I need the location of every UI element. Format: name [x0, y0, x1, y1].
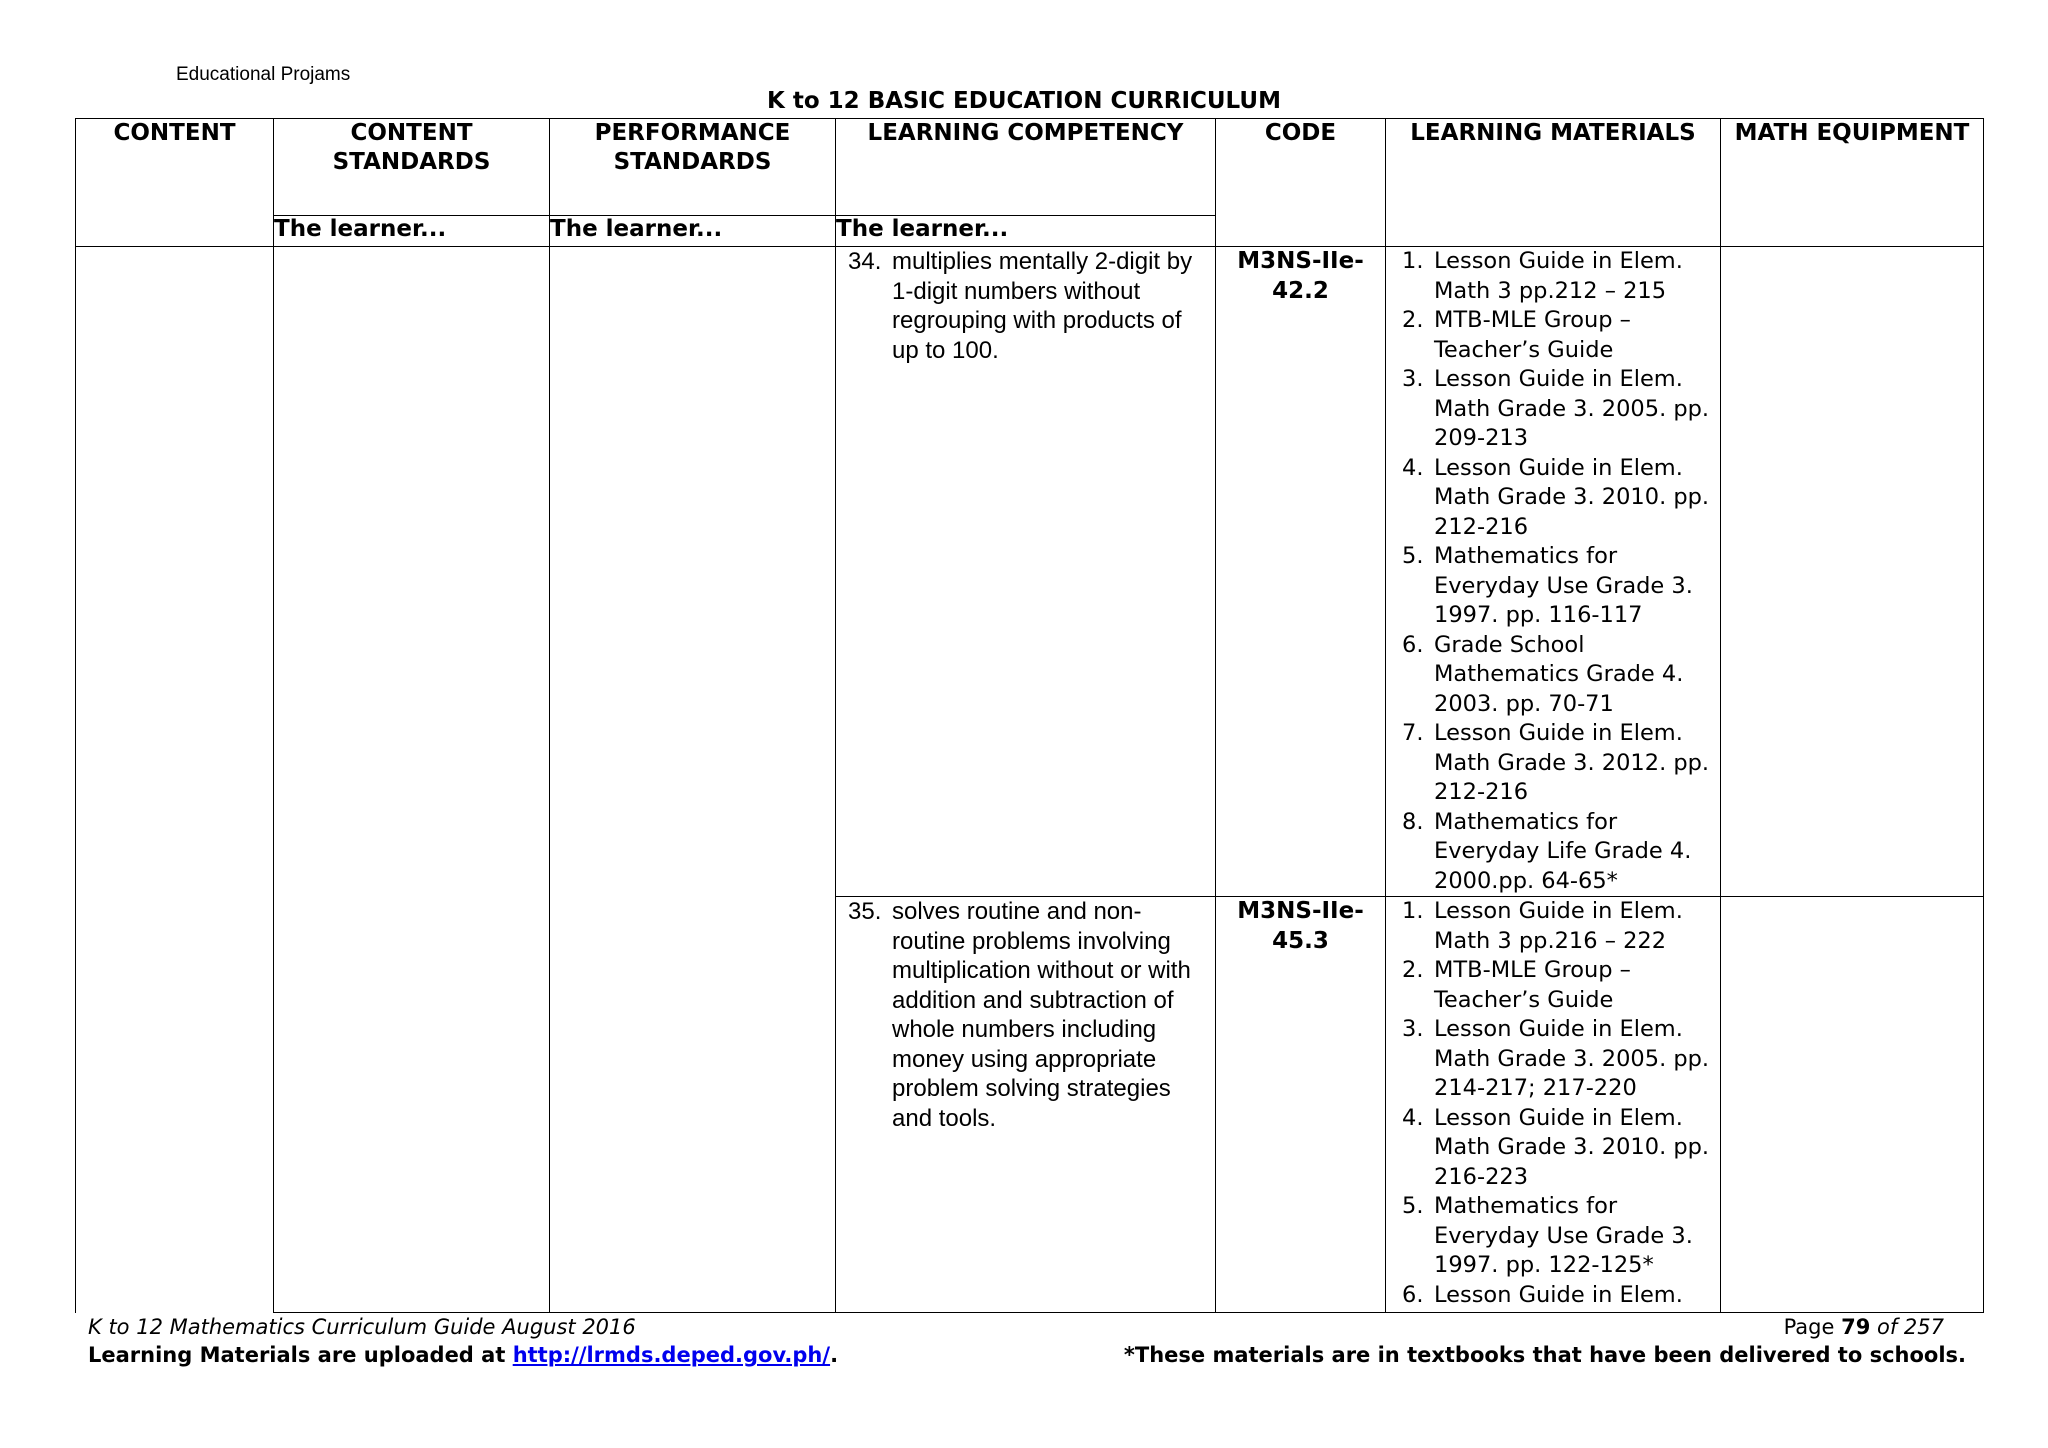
- item-text: Lesson Guide in Elem. Math Grade 3. 2010. pp. 216-223: [1434, 1104, 1710, 1190]
- materials-list: [1386, 897, 1720, 1310]
- list-item: [1386, 956, 1720, 1015]
- organization-label: Educational Projams: [176, 64, 351, 85]
- item-text: Mathematics for Everyday Life Grade 4. 2000.pp. 64-65*: [1434, 808, 1692, 894]
- header-code: CODE: [1216, 119, 1386, 247]
- code-line-1: M3NS-IIe-: [1237, 898, 1364, 924]
- list-item: [1386, 247, 1720, 306]
- code-line-2: 42.2: [1272, 277, 1329, 304]
- item-text: Lesson Guide in Elem. Math Grade 3. 2010. pp. 212-216: [1434, 454, 1710, 540]
- footer-right: [1124, 1313, 1966, 1369]
- item-number: 4.: [1402, 1104, 1424, 1131]
- competency-cell: [836, 247, 1216, 897]
- code-cell: [1216, 897, 1386, 1313]
- subheader-learning-competency: The learner...: [836, 216, 1216, 247]
- page-label: Page: [1783, 1315, 1842, 1339]
- item-number: 2.: [1402, 307, 1424, 333]
- code-line-1: M3NS-IIe-: [1237, 248, 1364, 274]
- list-item: [1386, 897, 1720, 956]
- list-item: [1386, 1015, 1720, 1104]
- item-number: 6.: [1402, 631, 1424, 658]
- list-item: [1386, 1192, 1720, 1281]
- header-content-standards-label: CONTENT STANDARDS: [332, 120, 491, 175]
- textbook-note: *These materials are in textbooks that have been delivered to schools.: [1123, 1343, 1966, 1367]
- item-text: MTB-MLE Group – Teacher’s Guide: [1434, 957, 1631, 1013]
- competency-text: solves routine and non-routine problems involving multiplication without or with addition and subtraction of whole numbers including money using appropriate problem solving strategies and tools.: [892, 898, 1191, 1132]
- footer-left: [88, 1313, 838, 1369]
- code-cell: [1216, 247, 1386, 897]
- upload-text: Learning Materials are uploaded at: [88, 1343, 513, 1367]
- item-text: Mathematics for Everyday Use Grade 3. 1997. pp. 116-117: [1434, 543, 1693, 628]
- header-performance-standards: [550, 119, 836, 216]
- header-content-standards: [274, 119, 550, 216]
- competency-number: 35.: [848, 898, 882, 925]
- header-learning-competency: LEARNING COMPETENCY: [836, 119, 1216, 216]
- item-text: MTB-MLE Group – Teacher’s Guide: [1434, 307, 1631, 363]
- page-total: of 257: [1870, 1315, 1944, 1339]
- math-equipment-cell: [1721, 897, 1984, 1313]
- item-number: 7.: [1402, 720, 1424, 746]
- list-item: [1386, 365, 1720, 454]
- list-item: [1386, 542, 1720, 631]
- item-number: 1.: [1402, 898, 1424, 924]
- item-number: 1.: [1402, 248, 1424, 274]
- lrmds-link[interactable]: http://lrmds.deped.gov.ph/: [512, 1343, 831, 1367]
- item-number: 3.: [1402, 366, 1424, 392]
- list-item: [1386, 454, 1720, 543]
- competency-cell: [836, 897, 1216, 1313]
- content-standards-cell: [274, 247, 550, 1313]
- item-text: Lesson Guide in Elem. Math 3 pp.216 – 222: [1434, 898, 1683, 954]
- item-number: 6.: [1402, 1281, 1424, 1308]
- competency-number: 34.: [848, 248, 882, 275]
- subheader-performance-standards: The learner...: [550, 216, 836, 247]
- header-math-equipment: MATH EQUIPMENT: [1721, 119, 1984, 247]
- subheader-content-standards: The learner...: [274, 216, 550, 247]
- item-number: 5.: [1402, 1193, 1424, 1219]
- item-text: Lesson Guide in Elem. Math Grade 3. 2012. pp. 212-216: [1434, 720, 1710, 805]
- materials-list: [1386, 247, 1720, 896]
- item-text: Lesson Guide in Elem. Math Grade 3. 2005. pp. 209-213: [1434, 366, 1710, 451]
- header-learning-materials: LEARNING MATERIALS: [1386, 119, 1721, 247]
- item-number: 5.: [1402, 543, 1424, 569]
- document-title: K to 12 BASIC EDUCATION CURRICULUM: [767, 88, 1281, 114]
- materials-cell: [1386, 247, 1721, 897]
- item-text: Lesson Guide in Elem.: [1434, 1281, 1683, 1308]
- upload-end: .: [830, 1343, 839, 1367]
- upload-line: [88, 1341, 838, 1369]
- list-item: [1386, 719, 1720, 808]
- performance-standards-cell: [550, 247, 836, 1313]
- item-text: Lesson Guide in Elem. Math Grade 3. 2005. pp. 214-217; 217-220: [1434, 1016, 1710, 1101]
- content-cell: [76, 247, 274, 1313]
- code-line-2: 45.3: [1272, 927, 1329, 954]
- page-indicator: [1124, 1313, 1966, 1341]
- list-item: [1386, 306, 1720, 365]
- item-number: 3.: [1402, 1016, 1424, 1042]
- item-text: Lesson Guide in Elem. Math 3 pp.212 – 215: [1434, 248, 1683, 304]
- competency-text: multiplies mentally 2-digit by 1-digit numbers without regrouping with products of up to 100.: [892, 248, 1193, 364]
- materials-cell: [1386, 897, 1721, 1313]
- math-equipment-cell: [1721, 247, 1984, 897]
- item-text: Grade School Mathematics Grade 4. 2003. pp. 70-71: [1434, 631, 1684, 717]
- item-number: 8.: [1402, 808, 1424, 835]
- item-text: Mathematics for Everyday Use Grade 3. 1997. pp. 122-125*: [1434, 1193, 1693, 1278]
- list-item: [1386, 808, 1720, 897]
- list-item: [1386, 1281, 1720, 1311]
- list-item: [1386, 631, 1720, 720]
- table-row: [76, 247, 1984, 897]
- item-number: 2.: [1402, 957, 1424, 983]
- header-performance-standards-label: PERFORMANCE STANDARDS: [594, 120, 791, 175]
- page-number: 79: [1841, 1315, 1871, 1339]
- guide-label: K to 12 Mathematics Curriculum Guide August 2016: [88, 1315, 636, 1339]
- curriculum-table: [75, 118, 1984, 1313]
- item-number: 4.: [1402, 454, 1424, 481]
- header-content: CONTENT: [76, 119, 274, 247]
- list-item: [1386, 1104, 1720, 1193]
